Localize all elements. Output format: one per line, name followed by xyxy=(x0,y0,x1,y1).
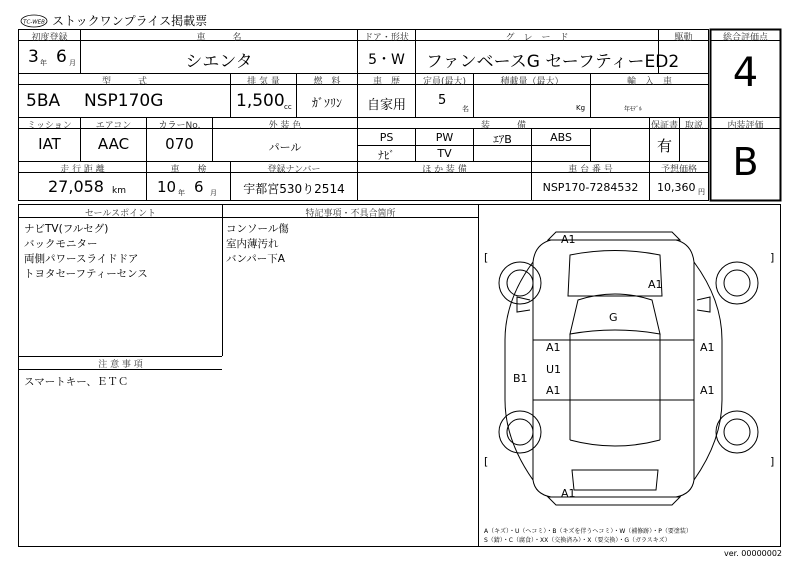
wheel-rear-right xyxy=(716,411,758,453)
fuel-value: ｶﾞｿﾘﾝ xyxy=(311,96,342,110)
cc-unit: cc xyxy=(284,103,292,111)
mark-left-side: B1 xyxy=(513,372,528,385)
mileage-value: 27,058 xyxy=(48,177,104,196)
wheel-front-right xyxy=(716,262,758,304)
legend-line-2: S（錆）・C（腐食）・XX（交換済み）・X（要交換）・G（ガラスキズ） xyxy=(484,537,671,544)
first-reg-year: 3 xyxy=(28,47,39,67)
inspection-label: 車 検 xyxy=(170,165,207,175)
equip-tv: TV xyxy=(437,147,452,160)
model-value: NSP170G xyxy=(84,91,164,111)
load-label: 積載量（最大） xyxy=(500,77,564,87)
model-prefix: 5BA xyxy=(26,91,61,111)
aircon-value: AAC xyxy=(97,135,130,153)
overall-rating-value: 4 xyxy=(732,50,759,96)
inspection-month: 6 xyxy=(194,178,204,196)
color-no-value: 070 xyxy=(165,135,194,153)
list-item: コンソール傷 xyxy=(226,223,289,235)
logo-text: TC-WEB xyxy=(23,19,45,26)
cautions-label: 注 意 事 項 xyxy=(98,360,143,370)
month-unit: 月 xyxy=(69,59,76,67)
reg-no-label: 登録ナンバー xyxy=(267,165,321,175)
mark-front-top: A1 xyxy=(561,233,576,246)
mission-label: ミッション xyxy=(27,121,72,131)
mark-roof: G xyxy=(609,311,618,324)
mark-center: U1 xyxy=(546,363,562,376)
drive-label: 駆動 xyxy=(674,33,693,43)
first-reg-value xyxy=(22,46,80,70)
car-name-label: 車 名 xyxy=(196,33,242,43)
list-item: ナビTV(フルセグ) xyxy=(24,223,109,235)
list-item: スマートキー、ＥＴＣ xyxy=(24,376,129,388)
list-item: バンパー下A xyxy=(226,253,285,265)
capacity-value: 5 xyxy=(438,93,447,108)
import-label: 輸 入 車 xyxy=(626,77,672,87)
import-unit: 年ﾓﾃﾞﾙ xyxy=(624,106,643,113)
bracket-br: ] xyxy=(770,455,775,468)
bracket-tr: ] xyxy=(770,251,775,264)
capacity-label: 定員(最大) xyxy=(422,77,467,87)
equip-pw: PW xyxy=(435,131,454,144)
displacement-value: 1,500 xyxy=(236,91,285,111)
interior-rating-value: B xyxy=(732,140,759,184)
manual-label: 取説 xyxy=(684,121,703,131)
grade-label: グ レ ー ド xyxy=(505,33,569,43)
equip-abs: ABS xyxy=(550,131,572,144)
car-name-value: シエンタ xyxy=(185,52,253,72)
sales-points-list xyxy=(24,222,148,282)
cautions-list xyxy=(24,375,128,390)
mileage-label: 走 行 距 離 xyxy=(60,165,105,175)
yen-unit: 円 xyxy=(698,188,705,196)
year-unit: 年 xyxy=(40,59,47,67)
capacity-unit: 名 xyxy=(462,105,469,113)
first-reg-label: 初度登録 xyxy=(31,33,68,43)
displacement-label: 排 気 量 xyxy=(247,77,280,87)
load-unit: Kg xyxy=(576,104,586,112)
mission-value: IAT xyxy=(38,135,61,153)
mark-left-front-door: A1 xyxy=(546,341,561,354)
bracket-bl: [ xyxy=(484,455,489,468)
warranty-value: 有 xyxy=(656,137,672,155)
estimated-price-label: 予想価格 xyxy=(660,165,697,175)
door-label: ドア・形状 xyxy=(364,33,409,43)
mark-rear-bottom: A1 xyxy=(561,487,576,500)
door-shape-value: 5・W xyxy=(368,52,405,68)
mark-left-rear-door: A1 xyxy=(546,384,561,397)
sales-points-label: セールスポイント xyxy=(84,209,157,219)
exterior-color-value: パール xyxy=(268,141,302,154)
exterior-color-label: 外 装 色 xyxy=(268,121,302,131)
rear-window-outline xyxy=(572,470,658,490)
bracket-tl: [ xyxy=(484,251,489,264)
mark-right-front-door: A1 xyxy=(700,341,715,354)
inspection-year: 10 xyxy=(157,178,177,196)
aircon-label: エアコン xyxy=(95,121,132,131)
mark-hood: A1 xyxy=(648,278,663,291)
fuel-label: 燃 料 xyxy=(313,77,341,87)
other-equip-label: ほ か 装 備 xyxy=(422,165,467,175)
equipment-label: 装 備 xyxy=(480,121,526,131)
chassis-value: NSP170-7284532 xyxy=(542,181,639,194)
list-item: 両側パワースライドドア xyxy=(24,253,139,265)
car-type-value: 自家用 xyxy=(366,98,406,113)
special-notes-list xyxy=(226,222,289,267)
equip-ps: PS xyxy=(379,131,394,144)
car-type-label: 車 歴 xyxy=(372,77,400,87)
reg-no-value: 宇都宮530り2514 xyxy=(243,182,345,196)
inspection-month-unit: 月 xyxy=(210,189,217,197)
color-no-label: カラーNo. xyxy=(158,121,201,131)
page-title: ストックワンプライス掲載票 xyxy=(52,14,208,28)
inspection-year-unit: 年 xyxy=(178,189,185,197)
special-notes-label: 特記事項・不具合箇所 xyxy=(305,209,396,219)
warranty-label: 保証書 xyxy=(650,121,678,131)
first-reg-month: 6 xyxy=(56,47,67,67)
car-damage-diagram xyxy=(479,205,780,546)
list-item: バックモニター xyxy=(24,238,98,250)
legend-line-1: A（キズ）・U（ヘコミ）・B（キズを伴うヘコミ）・W（補修跡）・P（要塗装） xyxy=(484,528,692,535)
wheel-rear-left xyxy=(499,411,541,453)
list-item: トヨタセーフティーセンス xyxy=(24,268,148,280)
km-unit: km xyxy=(112,186,126,196)
mark-right-rear-door: A1 xyxy=(700,384,715,397)
version-text: ver. 00000002 xyxy=(724,549,783,558)
equip-navi: ﾅﾋﾞ xyxy=(378,149,395,162)
model-label: 型 式 xyxy=(101,77,147,87)
interior-rating-label: 内装評価 xyxy=(727,121,764,131)
equip-airbag: ｴｱB xyxy=(493,133,512,146)
estimated-price-value: 10,360 xyxy=(657,181,696,194)
list-item: 室内薄汚れ xyxy=(226,238,279,250)
overall-rating-label: 総合評価点 xyxy=(722,33,768,43)
grade-value: ファンベースG セーフティーED2 xyxy=(426,52,680,72)
chassis-label: 車 台 番 号 xyxy=(568,165,613,175)
